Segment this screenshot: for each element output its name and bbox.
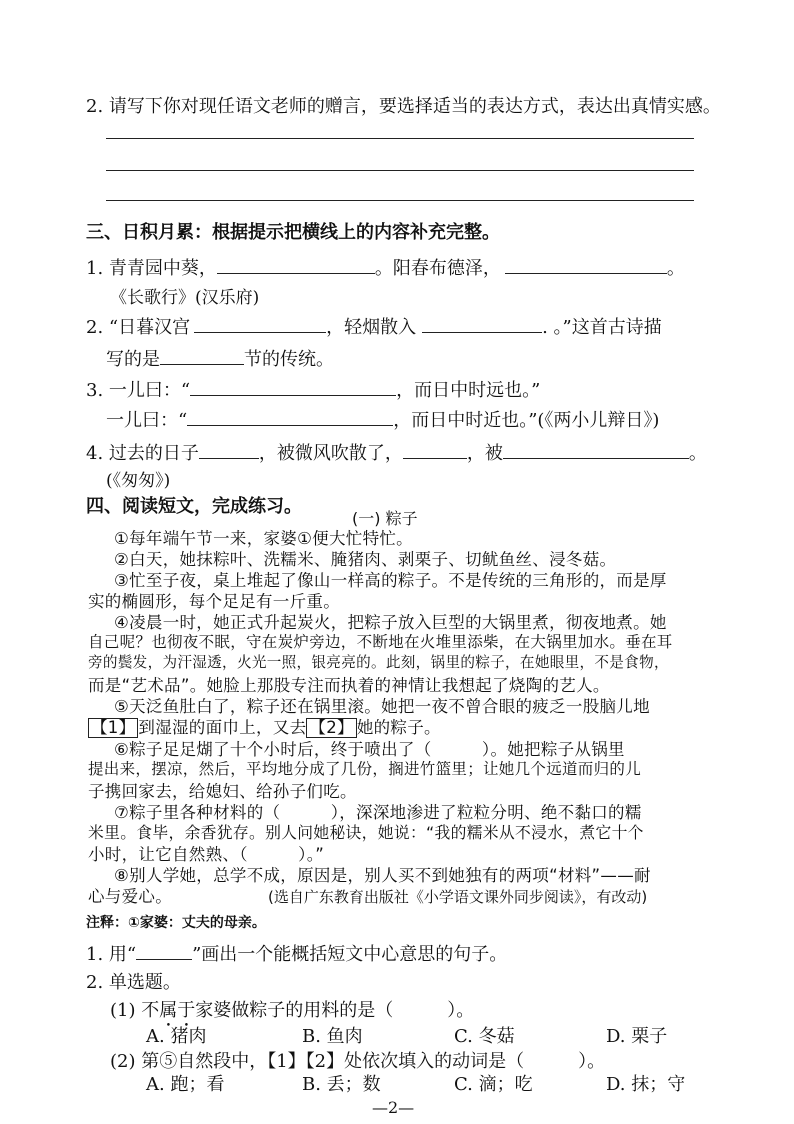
sc2-option-a[interactable]: A. 跑；看 — [146, 1074, 225, 1095]
s3-q4-blank-3[interactable] — [503, 458, 689, 459]
s3-q2-text-e: 节的传统。 — [244, 349, 334, 370]
exercise-2: 2. 单选题。 — [86, 972, 181, 993]
s3-q4-end: 。 — [688, 443, 707, 464]
para-4-line-2: 自己呢？也彻夜不眠，守在炭炉旁边，不断地在火堆里添柴，在大锅里加水。垂在耳 — [88, 633, 673, 651]
s3-question-3b — [106, 406, 659, 432]
para-8-line-2: 心与爱心。 — [88, 887, 172, 906]
para-4-line-3: 旁的鬓发，为汗湿透，火光一照，银亮亮的。此刻，锅里的粽子，在她眼里，不是食物， — [88, 654, 669, 671]
para-5-line-1: ⑤天泛鱼肚白了，粽子还在锅里滚。她把一夜不曾合眼的疲乏一股脑儿地 — [114, 697, 650, 716]
s3-q2-blank-1[interactable] — [194, 332, 326, 333]
para-7-line-1: ⑦粽子里各种材料的（ ），深深地渗进了粒粒分明、绝不黏口的糯 — [114, 803, 642, 822]
s3-question-2 — [86, 313, 662, 339]
s3-q4-text-b: ，被微风吹散了， — [258, 443, 403, 464]
para-1: ①每年端午节一来，家婆①便大忙特忙。 — [114, 529, 413, 548]
exercise-1 — [86, 940, 507, 966]
section-4-heading: 四、阅读短文，完成练习。 — [86, 496, 302, 517]
para-4-line-1: ④凌晨一时，她正式升起炭火，把粽子放入巨型的大锅里煮，彻夜地煮。她 — [114, 613, 667, 632]
s3-q3-text-d: ，而日中时近也。”(《两小儿辩日》) — [393, 410, 660, 431]
s3-q4-blank-1[interactable] — [199, 458, 259, 459]
para-5-line-2 — [88, 714, 441, 738]
para-5-text-c: 她的粽子。 — [356, 718, 441, 737]
para-4-line-4: 而是“艺术品”。她脸上那股专注而执着的神情让我想起了烧陶的艺人。 — [88, 676, 610, 695]
s3-q1-text-a: 1. 青青园中葵， — [86, 258, 217, 279]
blank-box-2[interactable]: 【2】 — [306, 718, 356, 738]
sc1-text-a: (1) 不 — [110, 1000, 160, 1021]
s3-q4-source: (《匆匆》) — [106, 471, 171, 491]
s3-q2-text-a: 2. “日暮汉宫 — [86, 317, 191, 338]
para-3-line-1: ③忙至子夜，桌上堆起了像山一样高的粽子。不是传统的三角形的，而是厚 — [114, 571, 667, 590]
s3-q1-text-b: 。阳春布德泽， — [374, 258, 501, 279]
para-6-line-1: ⑥粽子足足煳了十个小时后，终于喷出了（ ）。她把粽子从锅里 — [114, 740, 625, 759]
para-5-text-b: 到湿湿的面巾上，又去 — [138, 718, 307, 737]
s3-q3-blank-2[interactable] — [187, 425, 393, 426]
para-6-line-3: 子携回家去，给媳妇、给孙子们吃。 — [88, 782, 357, 801]
ex1-text-b: ”画出一个能概括短文中心意思的句子。 — [192, 944, 508, 965]
s3-q1-end: 。 — [666, 258, 685, 279]
sc1-emphasis: 属于 — [159, 1000, 196, 1021]
s3-q1-source: 《长歌行》(汉乐府) — [110, 288, 260, 308]
sc2-option-c[interactable]: C. 滴；吃 — [454, 1074, 533, 1095]
ex1-underline-sample — [136, 959, 192, 960]
para-7-line-3: 小时，让它自然熟、（ ）。” — [88, 845, 325, 864]
s3-q4-blank-2[interactable] — [403, 458, 467, 459]
s3-q3-text-b: ，而日中时远也。” — [396, 380, 541, 401]
s3-q2-text-d: 写的是 — [106, 349, 160, 370]
s3-q4-text-c: ，被 — [466, 443, 503, 464]
passage-title: (一) 粽子 — [352, 509, 418, 528]
s3-q2-text-b: ，轻烟散入 — [326, 317, 417, 338]
sc1-option-d[interactable]: D. 栗子 — [606, 1026, 668, 1047]
para-7-line-2: 米里。食毕，余香犹存。别人问她秘诀，她说：“我的糯米从不浸水，煮它十个 — [88, 823, 644, 842]
sc1-option-b[interactable]: B. 鱼肉 — [302, 1026, 363, 1047]
page-number: —2— — [372, 1098, 415, 1117]
s3-q3-text-c: 一儿曰：“ — [106, 410, 188, 431]
para-6-line-2: 提出来，摆凉，然后，平均地分成了几份，搁进竹篮里；让她几个远道而归的儿 — [88, 760, 642, 778]
sc1-option-a[interactable]: A. 猪肉 — [146, 1026, 207, 1047]
sc1-text-b: 家婆做粽子的用料的是（ ）。 — [195, 1000, 475, 1021]
s3-q1-blank-1[interactable] — [217, 273, 375, 274]
s3-question-1 — [86, 254, 685, 280]
question-2-prompt: 2. 请写下你对现任语文老师的赠言，要选择适当的表达方式，表达出真情实感。 — [86, 96, 721, 117]
section-3-heading: 三、日积月累：根据提示把横线上的内容补充完整。 — [86, 222, 500, 243]
sc2-option-b[interactable]: B. 丢；数 — [302, 1074, 381, 1095]
annotation-note: 注释：①家婆：丈夫的母亲。 — [86, 915, 266, 931]
answer-line-3[interactable] — [106, 200, 694, 201]
para-8-line-1: ⑧别人学她，总学不成，原因是，别人买不到她独有的两项“材料”——耐 — [114, 866, 651, 885]
s3-q2-line-2 — [106, 345, 334, 371]
s3-question-3a — [86, 376, 540, 402]
s3-question-4 — [86, 439, 707, 465]
answer-line-2[interactable] — [106, 170, 694, 171]
s3-q1-blank-2[interactable] — [505, 273, 667, 274]
s3-q3-text-a: 3. 一儿曰：“ — [86, 380, 191, 401]
answer-line-1[interactable] — [106, 138, 694, 139]
blank-box-1[interactable]: 【1】 — [88, 718, 138, 738]
ex1-text-a: 1. 用“ — [86, 944, 137, 965]
s3-q2-blank-2[interactable] — [422, 332, 542, 333]
s3-q4-text-a: 4. 过去的日子 — [86, 443, 199, 464]
para-2: ②白天，她抹粽叶、洗糯米、腌猪肉、剥栗子、切鱿鱼丝、浸冬菇。 — [114, 550, 617, 569]
single-choice-2: (2) 第⑤自然段中，【1】【2】处依次填入的动词是（ ）。 — [110, 1051, 606, 1072]
sc1-option-c[interactable]: C. 冬菇 — [454, 1026, 515, 1047]
para-3-line-2: 实的椭圆形，每个足足有一斤重。 — [88, 592, 340, 611]
s3-q2-blank-3[interactable] — [160, 364, 244, 365]
s3-q3-blank-1[interactable] — [190, 395, 396, 396]
sc2-option-d[interactable]: D. 抹；守 — [606, 1074, 686, 1095]
s3-q2-text-c: . 。”这首古诗描 — [542, 317, 662, 338]
passage-source: (选自广东教育出版社《小学语文课外同步阅读》，有改动) — [268, 888, 648, 906]
